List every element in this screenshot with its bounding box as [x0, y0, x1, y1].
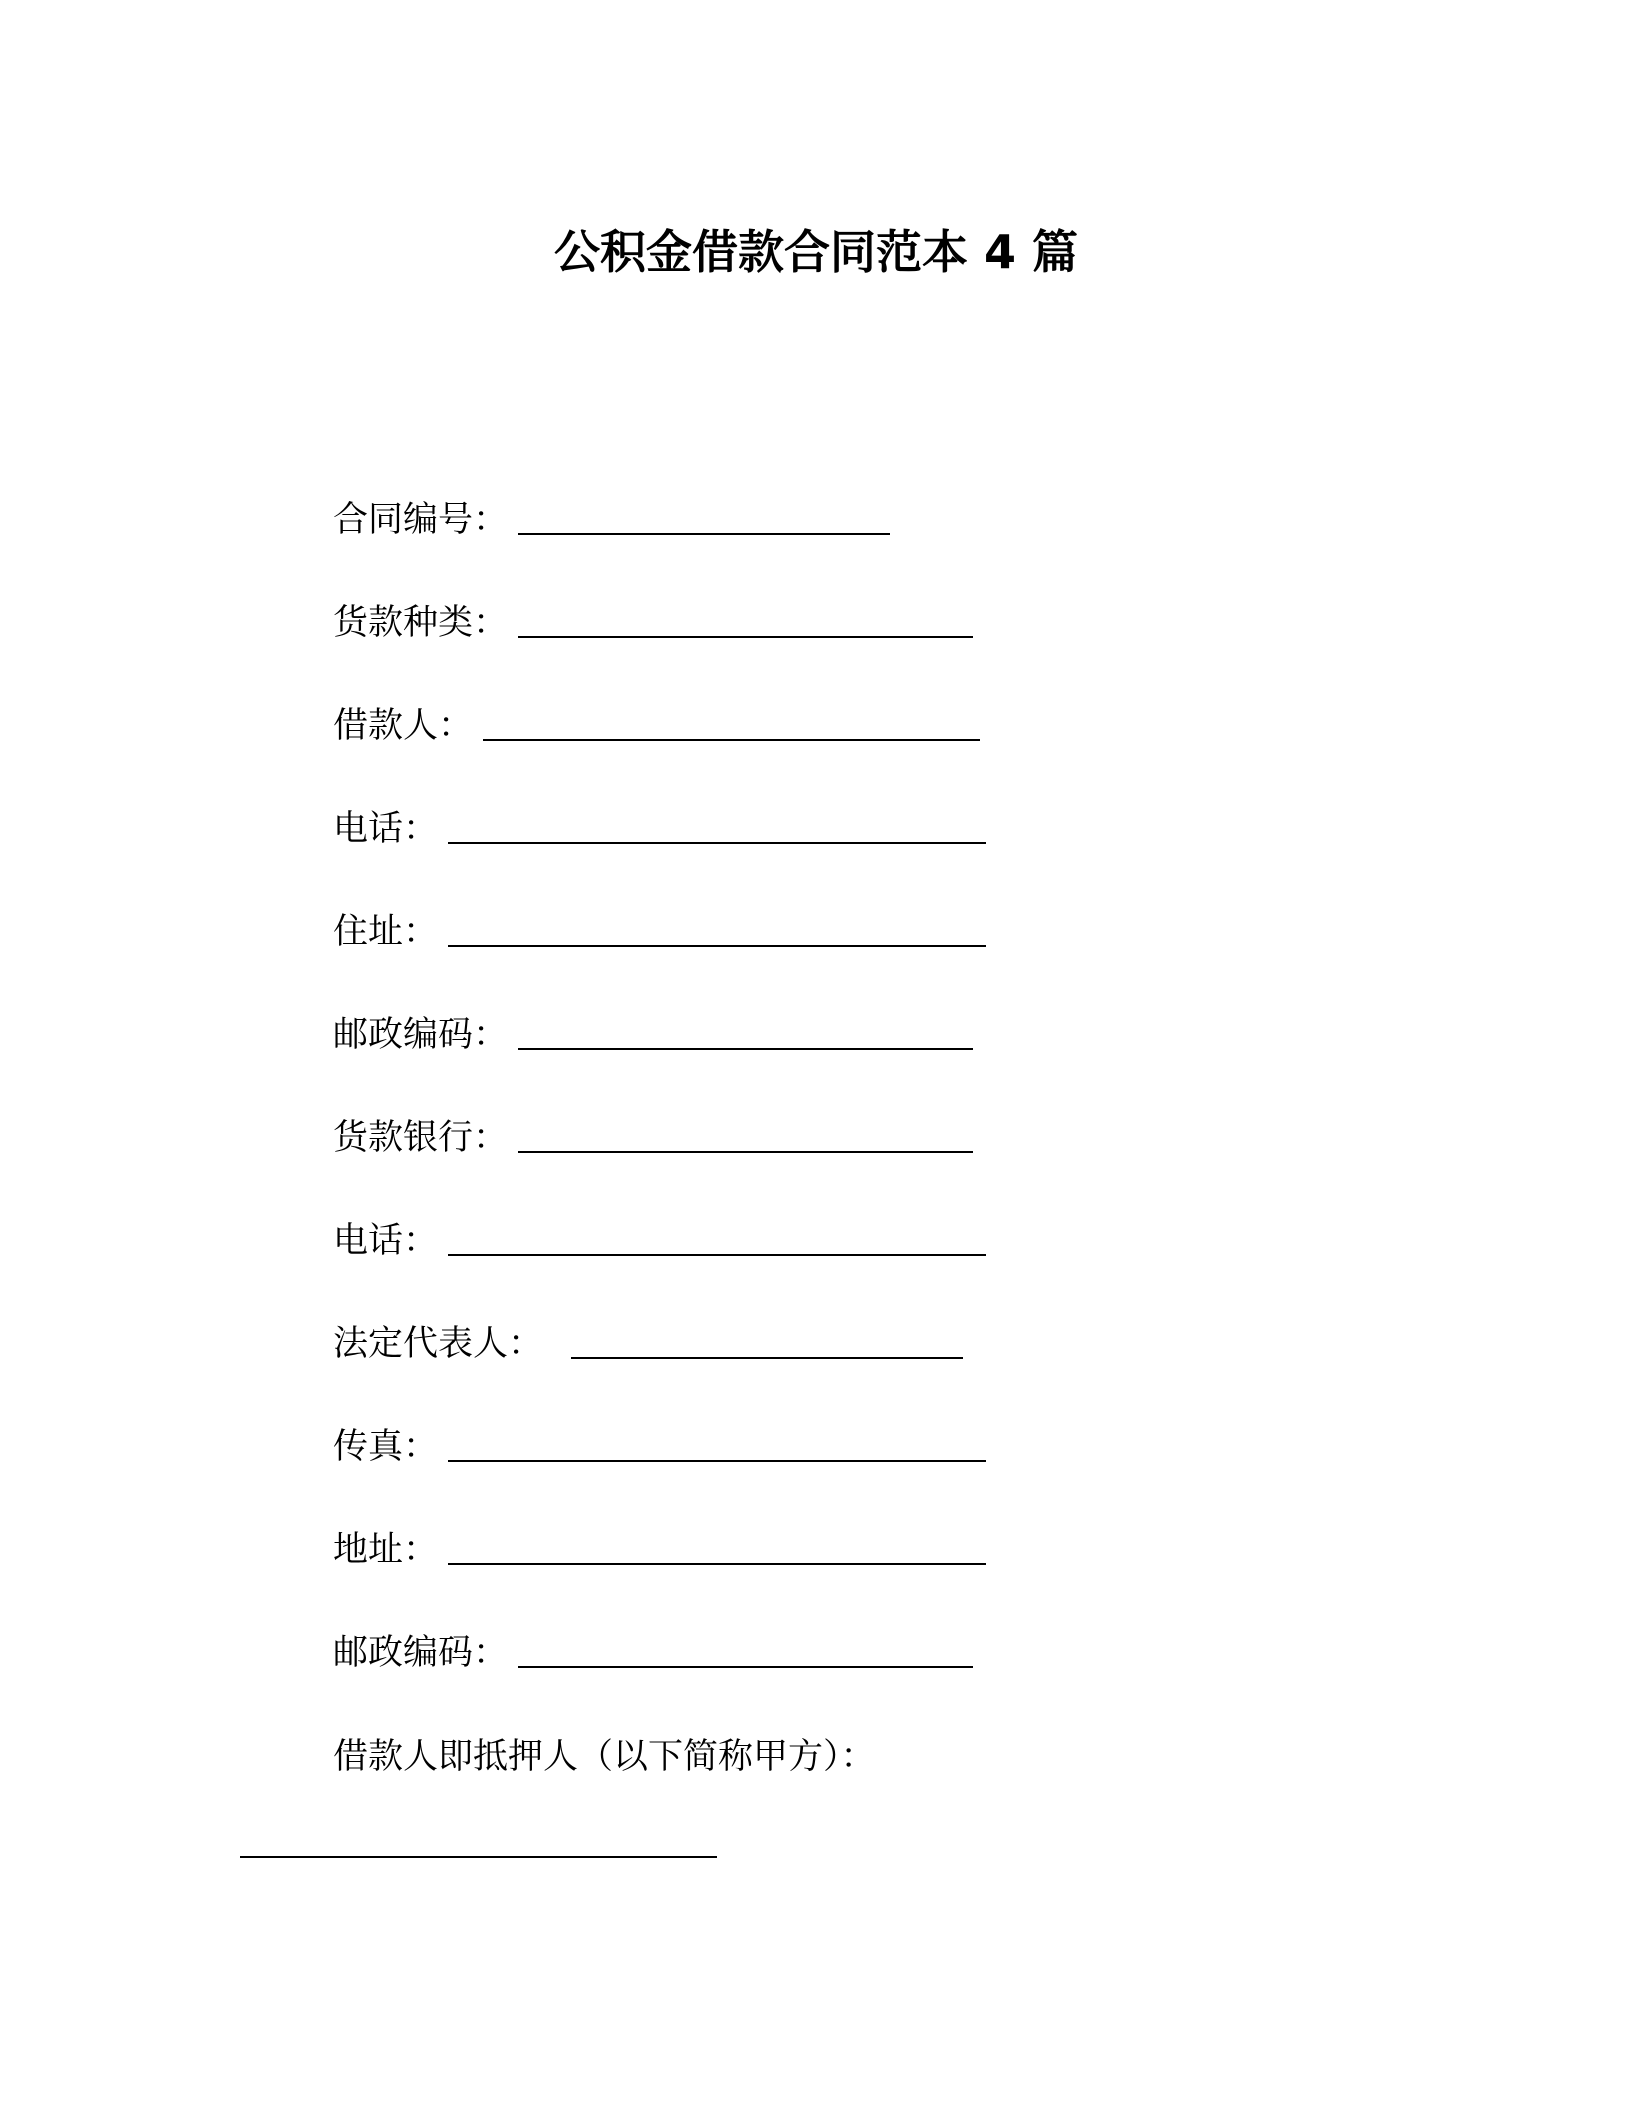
field-borrower-postcode: [333, 1011, 973, 1059]
field-borrower-residence: [333, 908, 986, 956]
field-contract-number: [333, 496, 890, 544]
party-a-name-blank[interactable]: [240, 1856, 717, 1858]
field-label: 借款人：: [333, 706, 474, 746]
field-label: 住址：: [333, 912, 439, 952]
fill-in-blank[interactable]: [518, 1666, 973, 1668]
field-bank-phone: [333, 1217, 986, 1265]
field-label: 电话：: [333, 1221, 439, 1261]
fill-in-blank[interactable]: [448, 842, 986, 844]
fill-in-blank[interactable]: [518, 533, 890, 535]
fill-in-blank[interactable]: [571, 1357, 963, 1359]
field-loan-type: [333, 599, 973, 647]
field-label: 邮政编码：: [333, 1015, 509, 1055]
field-label: 合同编号：: [333, 500, 509, 540]
fill-in-blank[interactable]: [518, 1048, 973, 1050]
field-legal-representative: [333, 1320, 963, 1368]
field-bank-address: [333, 1526, 986, 1574]
field-label: 货款银行：: [333, 1118, 509, 1158]
fill-in-blank[interactable]: [448, 1460, 986, 1462]
field-fax: [333, 1423, 986, 1471]
field-borrower-phone: [333, 805, 986, 853]
field-label: 法定代表人：: [333, 1324, 544, 1364]
field-label: 电话：: [333, 809, 439, 849]
field-label: 传真：: [333, 1427, 439, 1467]
fill-in-blank[interactable]: [448, 1254, 986, 1256]
party-a-intro: 借款人即抵押人（以下简称甲方）：: [333, 1737, 876, 1777]
field-label: 地址：: [333, 1530, 439, 1570]
field-lending-bank: [333, 1114, 973, 1162]
fill-in-blank[interactable]: [518, 636, 973, 638]
fill-in-blank[interactable]: [483, 739, 980, 741]
fill-in-blank[interactable]: [518, 1151, 973, 1153]
field-bank-postcode: [333, 1629, 973, 1677]
field-borrower: [333, 702, 980, 750]
page-title: 公积金借款合同范本 4 篇: [553, 225, 1079, 279]
fill-in-blank[interactable]: [448, 945, 986, 947]
field-label: 邮政编码：: [333, 1633, 509, 1673]
field-label: 货款种类：: [333, 603, 509, 643]
fill-in-blank[interactable]: [448, 1563, 986, 1565]
